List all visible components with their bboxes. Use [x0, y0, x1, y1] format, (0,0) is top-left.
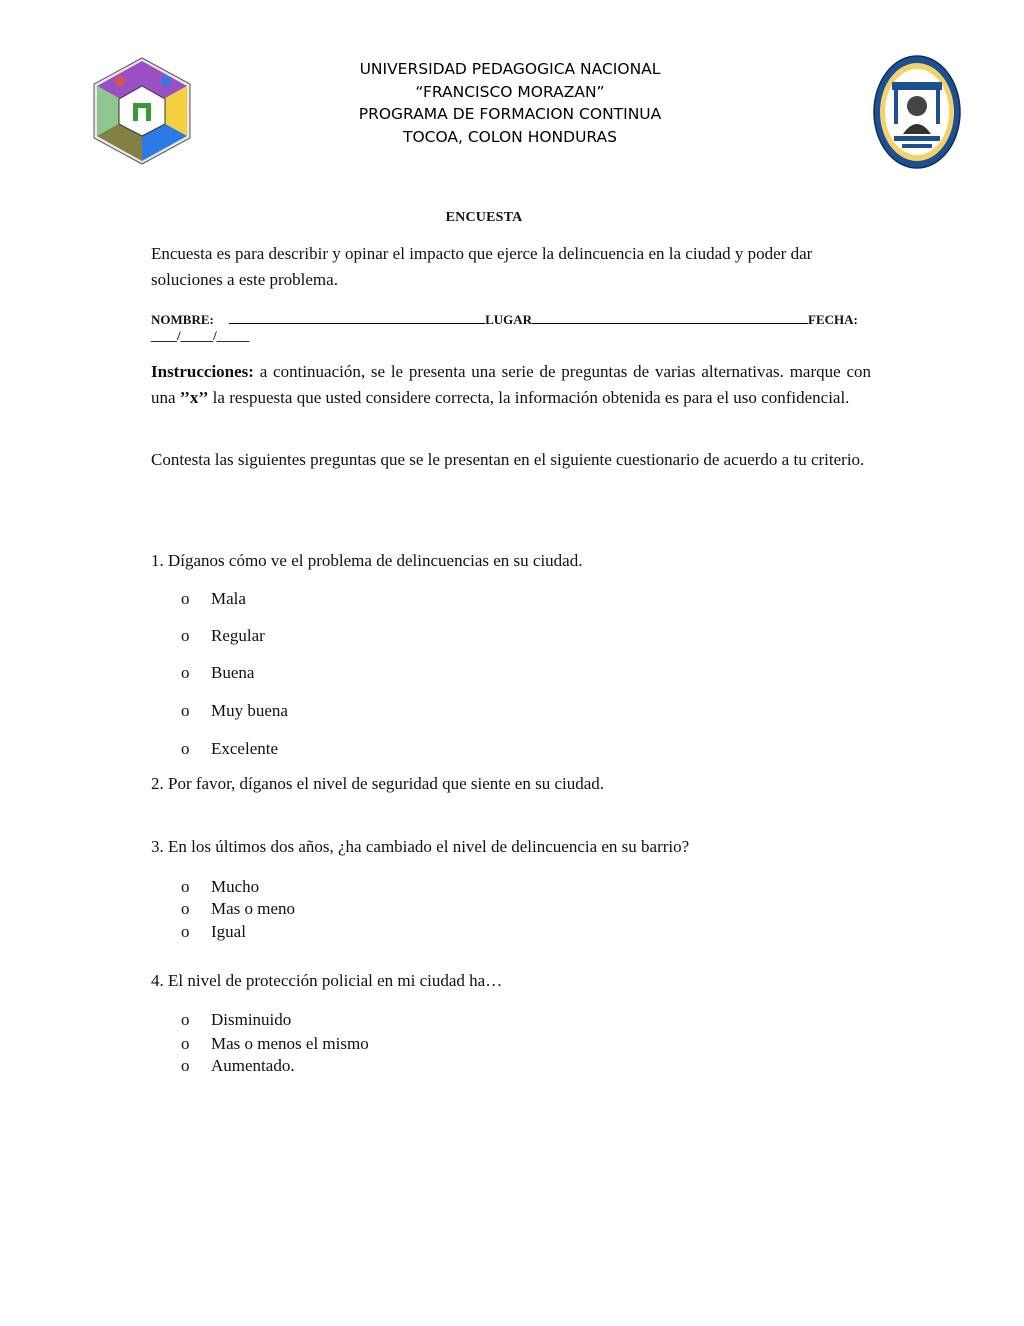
- instructions-x-mark: ’’x’’: [179, 387, 209, 407]
- option-q3-1[interactable]: [181, 876, 259, 898]
- document-header: [300, 58, 720, 148]
- bullet-icon: o: [181, 1034, 190, 1053]
- header-program: PROGRAMA DE FORMACION CONTINUA: [358, 105, 662, 123]
- option-label: Mala: [211, 589, 246, 608]
- pfc-hexagon-logo-icon: [90, 56, 194, 166]
- question-2: 2. Por favor, díganos el nivel de seguridad que siente en su ciudad.: [151, 774, 605, 793]
- form-fields-line: [151, 311, 881, 329]
- question-4: 4. El nivel de protección policial en mi ciudad ha…: [151, 971, 503, 990]
- place-field[interactable]: [532, 311, 808, 324]
- option-q1-2[interactable]: [181, 625, 265, 647]
- question-1: 1. Díganos cómo ve el problema de delincuencias en su ciudad.: [151, 551, 583, 570]
- option-label: Buena: [211, 663, 255, 682]
- option-label: Excelente: [211, 739, 279, 758]
- upn-seal-logo-icon: [872, 54, 962, 170]
- date-label: FECHA:: [808, 312, 858, 327]
- option-label: Mas o menos el mismo: [211, 1034, 369, 1053]
- option-label: Igual: [211, 922, 246, 941]
- bullet-icon: o: [181, 739, 190, 758]
- option-q4-1[interactable]: [181, 1009, 291, 1031]
- bullet-icon: o: [181, 589, 190, 608]
- header-location: TOCOA, COLON HONDURAS: [402, 127, 618, 146]
- name-label: NOMBRE:: [151, 312, 214, 327]
- option-q4-3[interactable]: [181, 1055, 295, 1077]
- instructions-paragraph: [151, 359, 871, 410]
- option-q1-5[interactable]: [181, 738, 278, 760]
- instructions-text-1: a continuación, se le presenta una serie de preguntas de varias alternativas. marque con una: [151, 362, 871, 407]
- intro-paragraph: Encuesta es para describir y opinar el impacto que ejerce la delincuencia en la ciudad y poder dar soluciones a este problema.: [151, 244, 813, 289]
- bullet-icon: o: [181, 1010, 190, 1029]
- option-label: Mucho: [211, 877, 260, 896]
- option-label: Muy buena: [211, 701, 288, 720]
- question-3: 3. En los últimos dos años, ¿ha cambiado el nivel de delincuencia en su barrio?: [151, 837, 690, 856]
- bullet-icon: o: [181, 663, 190, 682]
- option-q3-2[interactable]: [181, 898, 295, 920]
- option-q1-1[interactable]: [181, 588, 246, 610]
- option-q3-3[interactable]: [181, 921, 246, 943]
- option-q4-2[interactable]: [181, 1033, 369, 1055]
- option-q1-3[interactable]: [181, 662, 254, 684]
- instructions-label: Instrucciones:: [151, 362, 254, 381]
- bullet-icon: o: [181, 701, 190, 720]
- page-title: ENCUESTA: [445, 210, 523, 225]
- header-name: “FRANCISCO MORAZAN”: [415, 82, 605, 101]
- option-label: Mas o meno: [211, 899, 296, 918]
- name-field[interactable]: [229, 311, 485, 324]
- bullet-icon: o: [181, 877, 190, 896]
- option-label: Regular: [211, 626, 265, 645]
- option-label: Disminuido: [211, 1010, 292, 1029]
- instructions-text-2: la respuesta que usted considere correcta, la información obtenida es para el uso confidencial.: [208, 387, 850, 407]
- date-field[interactable]: ____/_____/_____: [151, 328, 250, 343]
- option-q1-4[interactable]: [181, 700, 288, 722]
- bullet-icon: o: [181, 922, 190, 941]
- bullet-icon: o: [181, 1056, 190, 1075]
- bullet-icon: o: [181, 899, 190, 918]
- header-university: UNIVERSIDAD PEDAGOGICA NACIONAL: [359, 60, 661, 78]
- contesta-paragraph: Contesta las siguientes preguntas que se le presentan en el siguiente cuestionario de acuerdo a tu criterio.: [151, 450, 865, 469]
- option-label: Aumentado.: [211, 1056, 295, 1075]
- bullet-icon: o: [181, 626, 190, 645]
- place-label: LUGAR: [485, 312, 533, 327]
